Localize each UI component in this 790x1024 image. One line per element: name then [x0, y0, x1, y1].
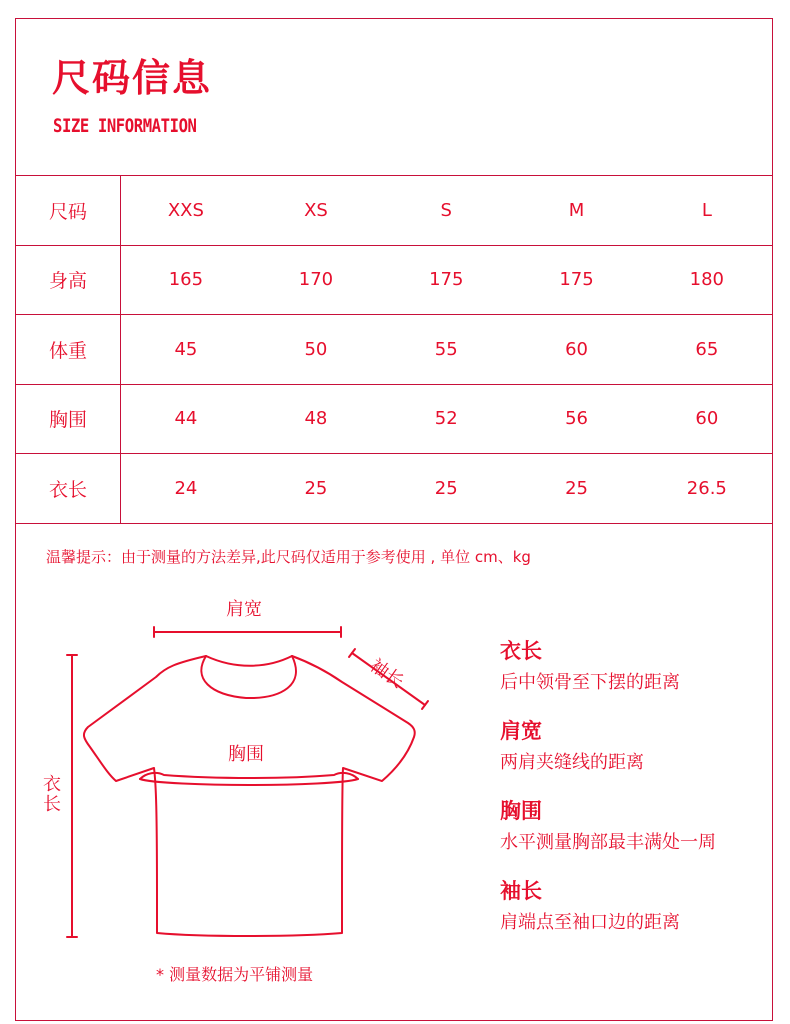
table-cell: 56	[511, 384, 641, 454]
row-label: 衣长	[16, 454, 121, 524]
sleeve-length-label: 袖长	[365, 655, 408, 693]
legend-title: 衣长	[500, 639, 542, 663]
chest-label: 胸围	[228, 744, 264, 765]
legend-item	[500, 717, 770, 776]
table-cell: 25	[511, 454, 641, 524]
row-label: 身高	[16, 245, 121, 315]
table-cell: XXS	[121, 176, 251, 245]
table-cell: 44	[121, 384, 251, 454]
page-title: 尺码信息	[52, 56, 213, 100]
chest-measure-line	[140, 773, 358, 779]
size-info-card	[15, 18, 773, 1021]
body-length-label: 衣 长	[43, 774, 61, 815]
row-label: 胸围	[16, 384, 121, 454]
table-cell: 170	[251, 245, 381, 315]
table-cell: 25	[251, 454, 381, 524]
table-cell: 24	[121, 454, 251, 524]
legend-desc: 两肩夹缝线的距离	[500, 752, 644, 773]
legend-item	[500, 877, 770, 936]
legend-item	[500, 637, 770, 696]
table-cell: 175	[381, 245, 511, 315]
table-cell: L	[642, 176, 772, 245]
shoulder-width-label: 肩宽	[226, 599, 262, 620]
legend-desc: 肩端点至袖口边的距离	[500, 912, 680, 933]
table-cell: 180	[642, 245, 772, 315]
table-cell: 25	[381, 454, 511, 524]
table-cell: S	[381, 176, 511, 245]
sleeve-measure-tick-bottom	[422, 701, 428, 709]
legend-title: 肩宽	[500, 719, 542, 743]
table-cell: 60	[642, 384, 772, 454]
table-cell: 165	[121, 245, 251, 315]
table-cell: 175	[511, 245, 641, 315]
table-cell: XS	[251, 176, 381, 245]
table-cell: 60	[511, 315, 641, 385]
table-cell: 45	[121, 315, 251, 385]
chest-measure-back	[140, 779, 358, 785]
table-cell: 26.5	[642, 454, 772, 524]
legend-desc: 水平测量胸部最丰满处一周	[500, 832, 716, 853]
sleeve-measure-tick-top	[349, 649, 355, 657]
row-label: 尺码	[16, 176, 121, 245]
legend-title: 袖长	[500, 879, 542, 903]
legend-desc: 后中领骨至下摆的距离	[500, 672, 680, 693]
legend-title: 胸围	[500, 799, 542, 823]
flat-measure-footnote: * 测量数据为平铺测量	[156, 965, 314, 984]
page-subtitle: SIZE INFORMATION	[53, 115, 197, 137]
table-cell: 50	[251, 315, 381, 385]
row-label: 体重	[16, 315, 121, 385]
legend-item	[500, 797, 770, 856]
table-cell: M	[511, 176, 641, 245]
measurement-note: 温馨提示：由于测量的方法差异,此尺码仅适用于参考使用 , 单位 cm、kg	[46, 548, 531, 566]
table-cell: 52	[381, 384, 511, 454]
tshirt-collar-outer	[201, 656, 296, 698]
table-cell: 55	[381, 315, 511, 385]
tshirt-collar-inner	[206, 656, 292, 666]
measurement-legend	[500, 637, 770, 957]
table-cell: 65	[642, 315, 772, 385]
table-cell: 48	[251, 384, 381, 454]
